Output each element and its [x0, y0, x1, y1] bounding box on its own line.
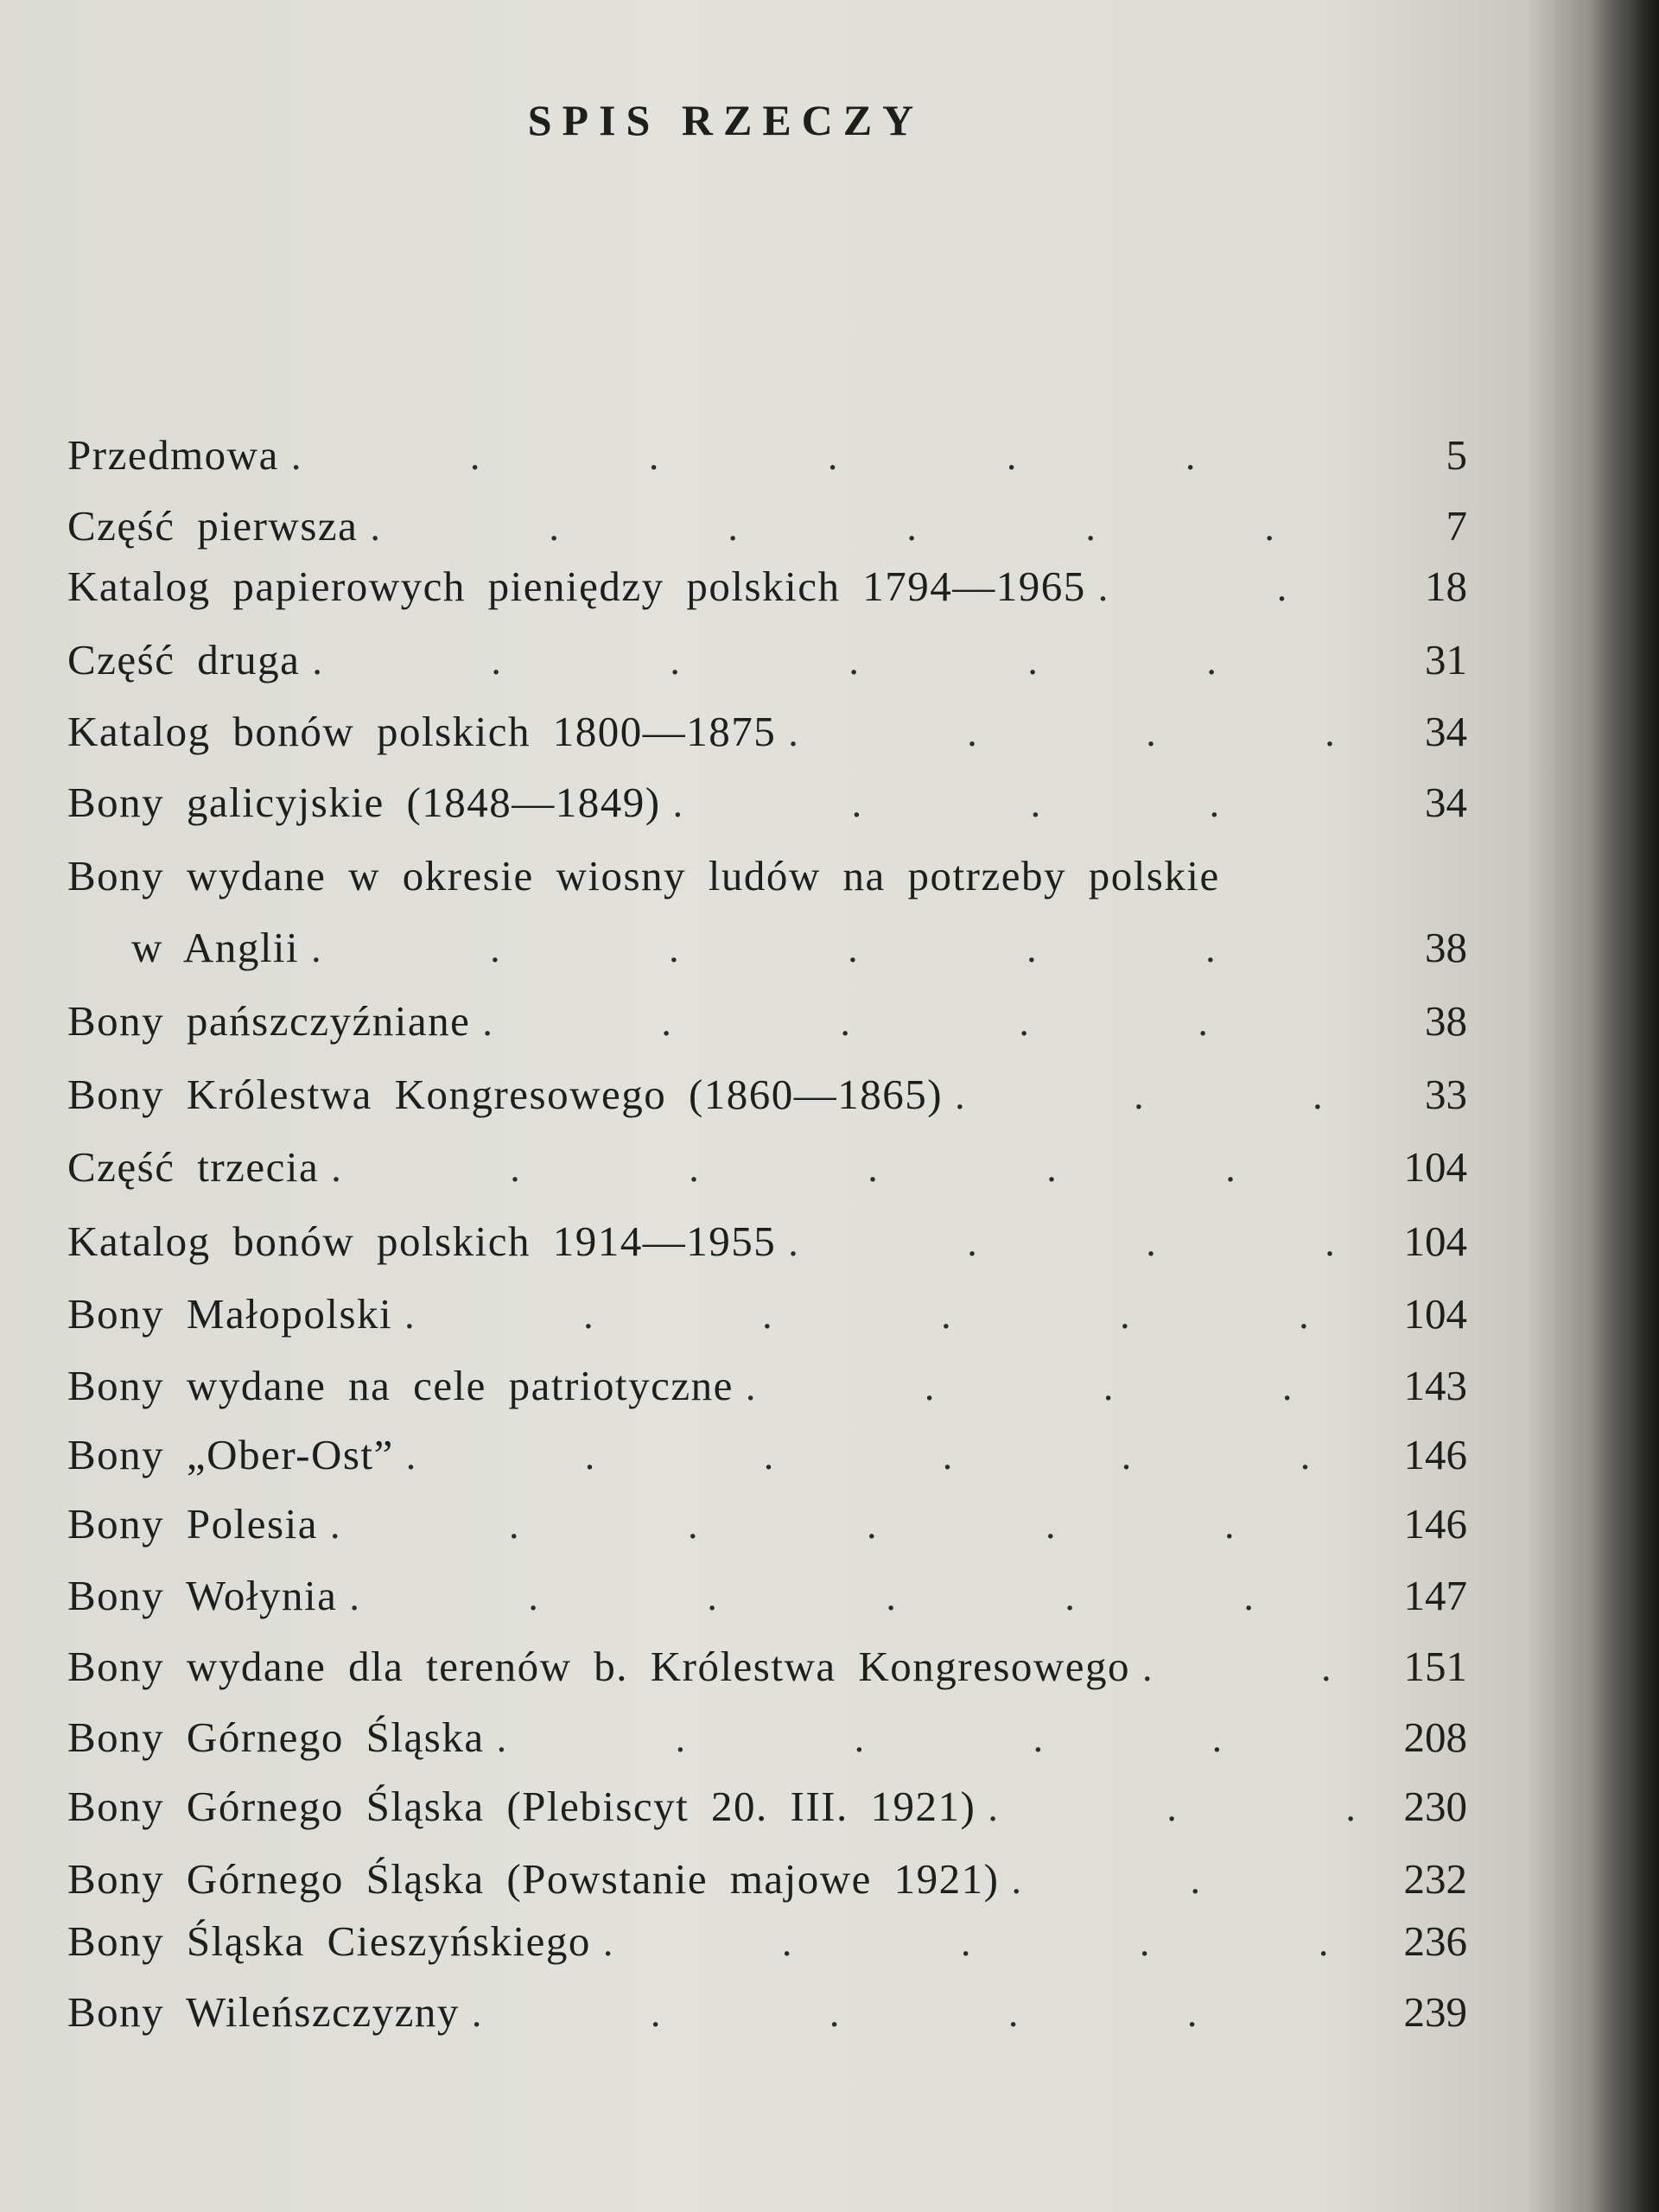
toc-entry: [67, 1361, 1467, 1425]
toc-entry-label: Część pierwsza: [67, 502, 359, 550]
dot-leader: [955, 1070, 1363, 1119]
dot-leader: [370, 501, 1363, 550]
toc-entry-page: 104: [1403, 1290, 1467, 1338]
toc-entry-label: Bony wydane dla terenów b. Królestwa Kongresowego: [67, 1643, 1131, 1690]
toc-entry-label: Bony pańszczyźniane: [67, 997, 471, 1045]
toc-entry-label: Przedmowa: [67, 431, 279, 479]
toc-entry: [67, 562, 1467, 626]
dot-leader: [482, 996, 1363, 1046]
toc-entry-page: 230: [1403, 1783, 1467, 1830]
toc-entry-page: 34: [1425, 779, 1467, 826]
dot-leader: [331, 1142, 1363, 1192]
toc-entry: [67, 1571, 1467, 1635]
toc-entry-page: 146: [1403, 1431, 1467, 1478]
toc-entry-page: 232: [1403, 1855, 1467, 1903]
toc-entry-page: 239: [1403, 1988, 1467, 2036]
toc-entry-label: Bony Wileńszczyzny: [67, 1988, 460, 2036]
toc-entry-continuation: [67, 923, 1467, 987]
toc-entry-page: 38: [1425, 997, 1467, 1045]
page-title: SPIS RZECZY: [527, 96, 925, 144]
toc-entry-label: Bony Wołynia: [67, 1572, 338, 1619]
toc-entry-page: 104: [1403, 1143, 1467, 1191]
dot-leader: [673, 778, 1363, 827]
toc-entry-label: Bony Górnego Śląska (Powstanie majowe 1921): [67, 1855, 1000, 1903]
toc-entry-label: Bony Górnego Śląska (Plebiscyt 20. III. 1921): [67, 1783, 976, 1830]
dot-leader: [1012, 1854, 1364, 1904]
toc-entry: [67, 1289, 1467, 1353]
toc-entry-page: 34: [1425, 708, 1467, 755]
toc-entry: [67, 501, 1467, 565]
toc-entry: [67, 1916, 1467, 1980]
toc-entry-label: Bony „Ober-Ost”: [67, 1431, 394, 1478]
dot-leader: [291, 430, 1363, 480]
toc-entry-label: Bony Królestwa Kongresowego (1860—1865): [67, 1071, 944, 1118]
dot-leader: [1098, 562, 1363, 611]
toc-entry: [67, 1430, 1467, 1494]
toc-entry-page: 146: [1403, 1500, 1467, 1548]
toc-entry: [67, 1642, 1467, 1706]
dot-leader: [497, 1713, 1363, 1762]
toc-entry-label: Bony Małopolski: [67, 1290, 393, 1338]
toc-entry-label: Bony wydane w okresie wiosny ludów na potrzeby polskie: [67, 852, 1220, 899]
toc-entry-page: 5: [1446, 431, 1467, 479]
dot-leader: [312, 635, 1363, 684]
toc-entry-page: 236: [1403, 1917, 1467, 1965]
toc-entry: [67, 1070, 1467, 1134]
toc-entry-label: Bony Górnego Śląska: [67, 1713, 485, 1761]
toc-entry: [67, 851, 1467, 915]
toc-entry: [67, 778, 1467, 842]
dot-leader: [788, 1217, 1363, 1266]
dot-leader: [406, 1430, 1363, 1479]
toc-entry: [67, 1782, 1467, 1846]
toc-entry: [67, 635, 1467, 699]
toc-entry: [67, 1854, 1467, 1918]
dot-leader: [404, 1289, 1363, 1338]
toc-entry: [67, 430, 1467, 494]
toc-entry-label: Bony Śląska Cieszyńskiego: [67, 1917, 591, 1965]
dot-leader: [603, 1916, 1363, 1966]
toc-entry-label: Bony galicyjskie (1848—1849): [67, 779, 661, 826]
dot-leader: [330, 1499, 1363, 1548]
dot-leader: [988, 1782, 1363, 1831]
toc-entry: [67, 1499, 1467, 1563]
toc-entry-label: Bony Polesia: [67, 1500, 318, 1548]
toc-entry-label: w Anglii: [131, 924, 300, 971]
toc-entry-label: Katalog papierowych pieniędzy polskich 1794—1965: [67, 563, 1086, 610]
page-edge-shadow: [1590, 0, 1659, 2212]
dot-leader: [788, 707, 1363, 756]
toc-entry-label: Część trzecia: [67, 1143, 320, 1191]
toc-entry-page: 33: [1425, 1071, 1467, 1118]
toc-entry: [67, 1987, 1467, 2051]
toc-entry-label: Katalog bonów polskich 1800—1875: [67, 708, 777, 755]
dot-leader: [311, 923, 1363, 972]
toc-entry: [67, 707, 1467, 771]
toc-entry-page: 104: [1403, 1217, 1467, 1265]
toc-entry-page: 143: [1403, 1362, 1467, 1409]
toc-entry-label: Katalog bonów polskich 1914—1955: [67, 1217, 777, 1265]
dot-leader: [1142, 1642, 1363, 1691]
toc-entry-page: 147: [1403, 1572, 1467, 1619]
toc-entry-label: Część druga: [67, 636, 301, 683]
toc-entry: [67, 996, 1467, 1060]
toc-entry-page: 151: [1403, 1643, 1467, 1690]
toc-entry: [67, 1142, 1467, 1206]
toc-entry-page: 7: [1446, 502, 1467, 550]
toc-entry: [67, 1713, 1467, 1777]
dot-leader: [746, 1361, 1363, 1410]
toc-entry-page: 18: [1425, 563, 1467, 610]
toc-entry: [67, 1217, 1467, 1281]
toc-entry-page: 208: [1403, 1713, 1467, 1761]
dot-leader: [472, 1987, 1363, 2037]
dot-leader: [349, 1571, 1363, 1620]
toc-entry-label: Bony wydane na cele patriotyczne: [67, 1362, 734, 1409]
toc-entry-page: 31: [1425, 636, 1467, 683]
toc-entry-page: 38: [1425, 924, 1467, 971]
